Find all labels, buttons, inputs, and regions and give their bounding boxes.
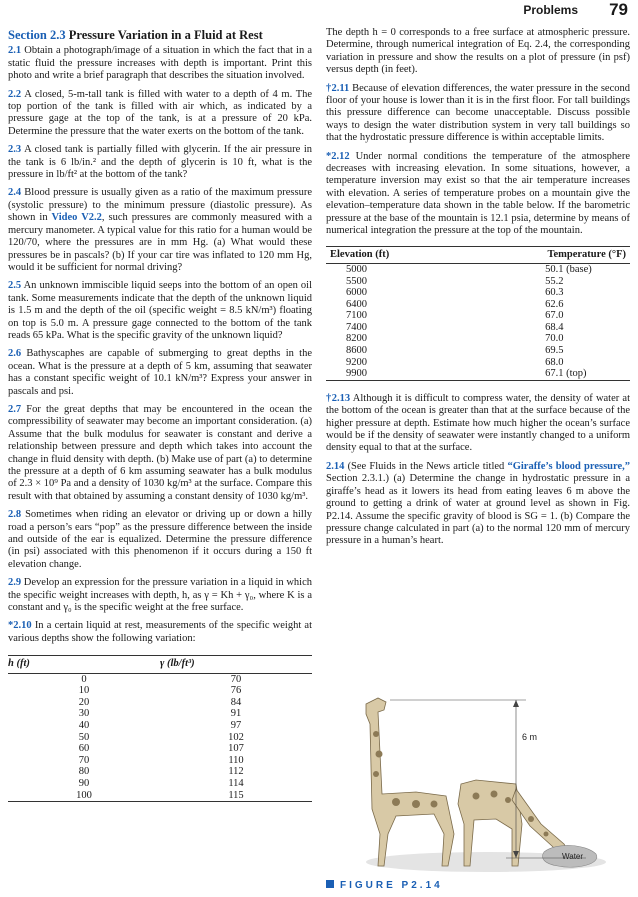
- problem-number: †2.11: [326, 82, 350, 94]
- table-row: [8, 673, 312, 685]
- problem-text: Obtain a photograph/image of a situation in which the fact that in a static fluid the pressure increases with depth is important. Print this photo and write a brief paragraph that describes the situation involved.: [8, 45, 313, 82]
- problem-number: †2.13: [326, 392, 351, 404]
- problem-text: Although it is difficult to compress water, the density of water at the bottom of the ocean is greater than that at the surface because of the higher pressure at depth. Estimate how much higher the ocean’s surface would be if the density of seawater were instantly changed to a uniform density equal to that at the surface.: [326, 392, 631, 454]
- table-cell: 91: [230, 708, 242, 720]
- problem-2-14: [326, 461, 630, 548]
- table-cell: 68.4: [545, 321, 564, 333]
- problem-number: 2.1: [8, 45, 22, 57]
- right-column: [326, 27, 630, 554]
- problem-text: Section 2.3.1.) (a) Determine the change in hydrostatic pressure in a giraffe’s head as it lowers its head from eating leaves 6 m above the ground to getting a drink of water at ground level as shown in Fig. P2.14. Assume the specific gravity of blood is SG = 1. (b) Compare the pressure change calculated in part (a) to the normal 120 mm of mercury pressure in a human’s heart.: [326, 473, 630, 547]
- table-header: γ (lb/ft³): [160, 656, 312, 673]
- table-row: [326, 333, 630, 345]
- table-cell: 70: [78, 754, 90, 766]
- table-cell: 67.1 (top): [545, 368, 587, 380]
- table-cell: 9200: [346, 356, 367, 368]
- problem-text: A closed tank is partially filled with glycerin. If the air pressure in the tank is 6 lb/in.² and the depth of glycerin is 10 ft, what is the pressure in lb/ft² at the bottom of the tank?: [8, 144, 313, 181]
- problem-2-3: [8, 144, 312, 181]
- problem-number: 2.6: [8, 348, 22, 360]
- problem-number: 2.7: [8, 403, 22, 415]
- problem-text: The depth h = 0 corresponds to a free surface at atmospheric pressure. Determine, through numerical integration of Eq. 2.4, the corresponding variation in pressure and show the results on a plot of pressure (in psf) versus depth (in feet).: [326, 27, 630, 76]
- running-head: Problems: [523, 3, 578, 17]
- figure-caption: [326, 880, 443, 891]
- table-row: [326, 322, 630, 334]
- table-cell: 76: [230, 685, 242, 697]
- giraffe-figure: [326, 684, 630, 874]
- problem-text: Sometimes when riding an elevator or driving up or down a hilly road a person’s ears “pop” as the pressure difference between the inside and outside of the ear is equalized. Determine the pressure difference (in psi) associated with this phenomenon if it occurs during a 150 ft elevation change.: [8, 509, 312, 570]
- problem-2-8: [8, 509, 312, 571]
- problem-2-5: [8, 280, 312, 342]
- giraffe-illustration: [326, 684, 630, 874]
- water-label: Water: [562, 852, 584, 861]
- problem-2-10: [8, 620, 312, 645]
- table-cell: 100: [76, 789, 92, 801]
- problem-text: Blood pressure is usually given as a ratio of the maximum pressure (systolic pressure) to the minimum pressure (diastolic pressure). As shown in: [8, 187, 313, 224]
- table-row: [8, 685, 312, 697]
- table-cell: 115: [228, 789, 244, 801]
- table-cell: 6400: [346, 298, 367, 310]
- table-row: [8, 732, 312, 744]
- problem-2-13: [326, 393, 630, 455]
- problem-number: 2.3: [8, 144, 22, 156]
- table-cell: 50.1 (base): [545, 263, 592, 275]
- problem-number: 2.2: [8, 88, 22, 100]
- table-row: [326, 299, 630, 311]
- table-cell: 5000: [346, 263, 367, 275]
- table-cell: 68.0: [545, 356, 564, 368]
- problem-2-1: [8, 45, 312, 82]
- problem-2-6: [8, 348, 312, 398]
- table-cell: 97: [230, 720, 242, 732]
- table-cell: 60: [78, 743, 90, 755]
- table-cell: 7100: [346, 310, 367, 322]
- section-title: Pressure Variation in a Fluid at Rest: [68, 28, 263, 42]
- problem-text: Develop an expression for the pressure variation in a liquid in which the specific weight increases with depth, h, as γ = Kh + γ₀, where K is a constant and γ₀ is the specific weight at the free surface.: [8, 577, 313, 614]
- table-cell: 7400: [346, 321, 367, 333]
- table-row: [8, 790, 312, 802]
- table-cell: 8600: [346, 345, 367, 357]
- problem-number: 2.8: [8, 509, 22, 521]
- table-row: [326, 368, 630, 380]
- problem-text: In a certain liquid at rest, measurements of the specific weight at various depths show the following variation:: [8, 620, 313, 644]
- table-cell: 90: [78, 778, 90, 790]
- table-row: [326, 310, 630, 322]
- table-cell: 40: [78, 720, 90, 732]
- problem-2-10-continued: [326, 27, 630, 77]
- problem-2-2: [8, 89, 312, 139]
- table-row: [8, 766, 312, 778]
- news-article-link[interactable]: “Giraffe’s blood pressure,”: [507, 460, 631, 472]
- table-cell: 10: [78, 685, 90, 697]
- problem-number: 2.14: [326, 460, 345, 472]
- page-number: 79: [609, 0, 628, 19]
- table-row: [326, 276, 630, 288]
- table-cell: 6000: [346, 287, 367, 299]
- table-row: [8, 708, 312, 720]
- table-cell: 62.6: [545, 298, 564, 310]
- problem-text: A closed, 5-m-tall tank is filled with water to a depth of 4 m. The top portion of the tank is filled with air which, as indicated by a pressure gage at the top of the tank, is at a pressure of 20 kPa. Determine the pressure that the water exerts on the bottom of the tank.: [8, 88, 313, 137]
- table-row: [326, 263, 630, 275]
- table-cell: 114: [228, 778, 244, 790]
- page-header: [0, 0, 638, 22]
- dimension-label: 6 m: [522, 732, 538, 742]
- section-label: Section 2.3: [8, 28, 66, 42]
- table-cell: 55.2: [545, 275, 564, 287]
- table-cell: 30: [78, 708, 90, 720]
- table-cell: 8200: [346, 333, 367, 345]
- table-row: [326, 345, 630, 357]
- table-row: [326, 357, 630, 369]
- table-row: [8, 743, 312, 755]
- table-cell: 69.5: [545, 345, 564, 357]
- table-row: [8, 778, 312, 790]
- table-row: [326, 287, 630, 299]
- elevation-temperature-table: [326, 246, 630, 381]
- problem-text: (See Fluids in the News article titled: [347, 460, 508, 472]
- problem-text: For the great depths that may be encountered in the ocean the compressibility of seawater may become an important consideration. (a) Assume that the bulk modulus for seawater is constant and derive a relationship between pressure and depth which takes into account the change in fluid density with depth. (b) Make use of part (a) to determine the pressure at a depth of 6 km assuming seawater has a bulk modulus of 2.3 × 10⁹ Pa and a density of 1030 kg/m³ at the surface. Compare this result with that obtained by assuming a constant density of 1030 kg/m³.: [8, 403, 313, 502]
- table-row: [8, 755, 312, 767]
- table-cell: 70.0: [545, 333, 564, 345]
- problem-text: Under normal conditions the temperature of the atmosphere decreases with increasing elevation. In some situations, however, a temperature inversion may exist so that the air temperature increases with elevation. A series of temperature probes on a mountain give the elevation–temperature data shown in the table below. If the barometric pressure at the base of the mountain is 12.1 psia, determine by means of numerical integration the pressure at the top of the mountain.: [326, 150, 631, 237]
- table-cell: 84: [230, 696, 242, 708]
- problem-number: *2.12: [326, 150, 350, 162]
- table-cell: 0: [81, 673, 87, 685]
- table-cell: 67.0: [545, 310, 564, 322]
- table-row: [8, 697, 312, 709]
- section-heading: [8, 29, 312, 41]
- table-header: h (ft): [8, 656, 160, 673]
- table-cell: 80: [78, 766, 90, 778]
- problem-number: 2.9: [8, 577, 22, 589]
- problem-text: , such pressures are commonly measured with a mercury manometer. A typical value for this ratio for a human would be 120/70, where the pressures are in mm Hg. (a) What would these pressures be in pascals? (b) If your car tire was inflated to 120 mm Hg, would it be sufficient for normal driving?: [8, 212, 312, 273]
- problem-text: Bathyscaphes are capable of submerging to great depths in the ocean. What is the pressure at a depth of 5 km, assuming that seawater has a constant specific weight of 10.1 kN/m³? Express your answer in pascals and psi.: [8, 348, 313, 397]
- table-header: Elevation (ft): [326, 246, 407, 263]
- problem-2-7: [8, 404, 312, 503]
- table-header: Temperature (°F): [407, 246, 630, 263]
- table-cell: 110: [228, 754, 244, 766]
- problem-number: *2.10: [8, 620, 32, 632]
- video-link[interactable]: Video V2.2: [51, 212, 102, 224]
- caption-text: FIGURE P2.14: [340, 880, 443, 891]
- problem-2-4: [8, 187, 312, 274]
- left-column: [8, 27, 312, 802]
- problem-2-9: [8, 577, 312, 614]
- table-cell: 50: [78, 731, 90, 743]
- table-cell: 9900: [346, 368, 367, 380]
- problem-text: Because of elevation differences, the water pressure in the second floor of your house is lower than it is in the first floor. For tall buildings this pressure difference can become unacceptable. Discuss possible ways to design the water distribution system in very tall buildings so that the hydrostatic pressure difference is within acceptable limits.: [326, 82, 631, 144]
- problem-number: 2.5: [8, 280, 22, 292]
- problem-2-11: [326, 83, 630, 145]
- table-cell: 70: [230, 673, 242, 685]
- problem-text: An unknown immiscible liquid seeps into the bottom of an open oil tank. Some measurements indicate that the depth of the unknown liquid is 1.5 m and the depth of the oil (specific weight = 8.5 kN/m³) floating on top is 5.0 m. A pressure gage connected to the bottom of the tank reads 65 kPa. What is the specific gravity of the unknown liquid?: [8, 280, 312, 341]
- table-cell: 20: [78, 696, 90, 708]
- problem-2-12: [326, 151, 630, 238]
- problem-number: 2.4: [8, 187, 22, 199]
- table-cell: 102: [228, 731, 244, 743]
- table-cell: 60.3: [545, 287, 564, 299]
- caption-square-icon: [326, 880, 334, 888]
- table-cell: 112: [228, 766, 244, 778]
- specific-weight-table: [8, 655, 312, 802]
- table-cell: 107: [228, 743, 244, 755]
- table-cell: 5500: [346, 275, 367, 287]
- table-row: [8, 720, 312, 732]
